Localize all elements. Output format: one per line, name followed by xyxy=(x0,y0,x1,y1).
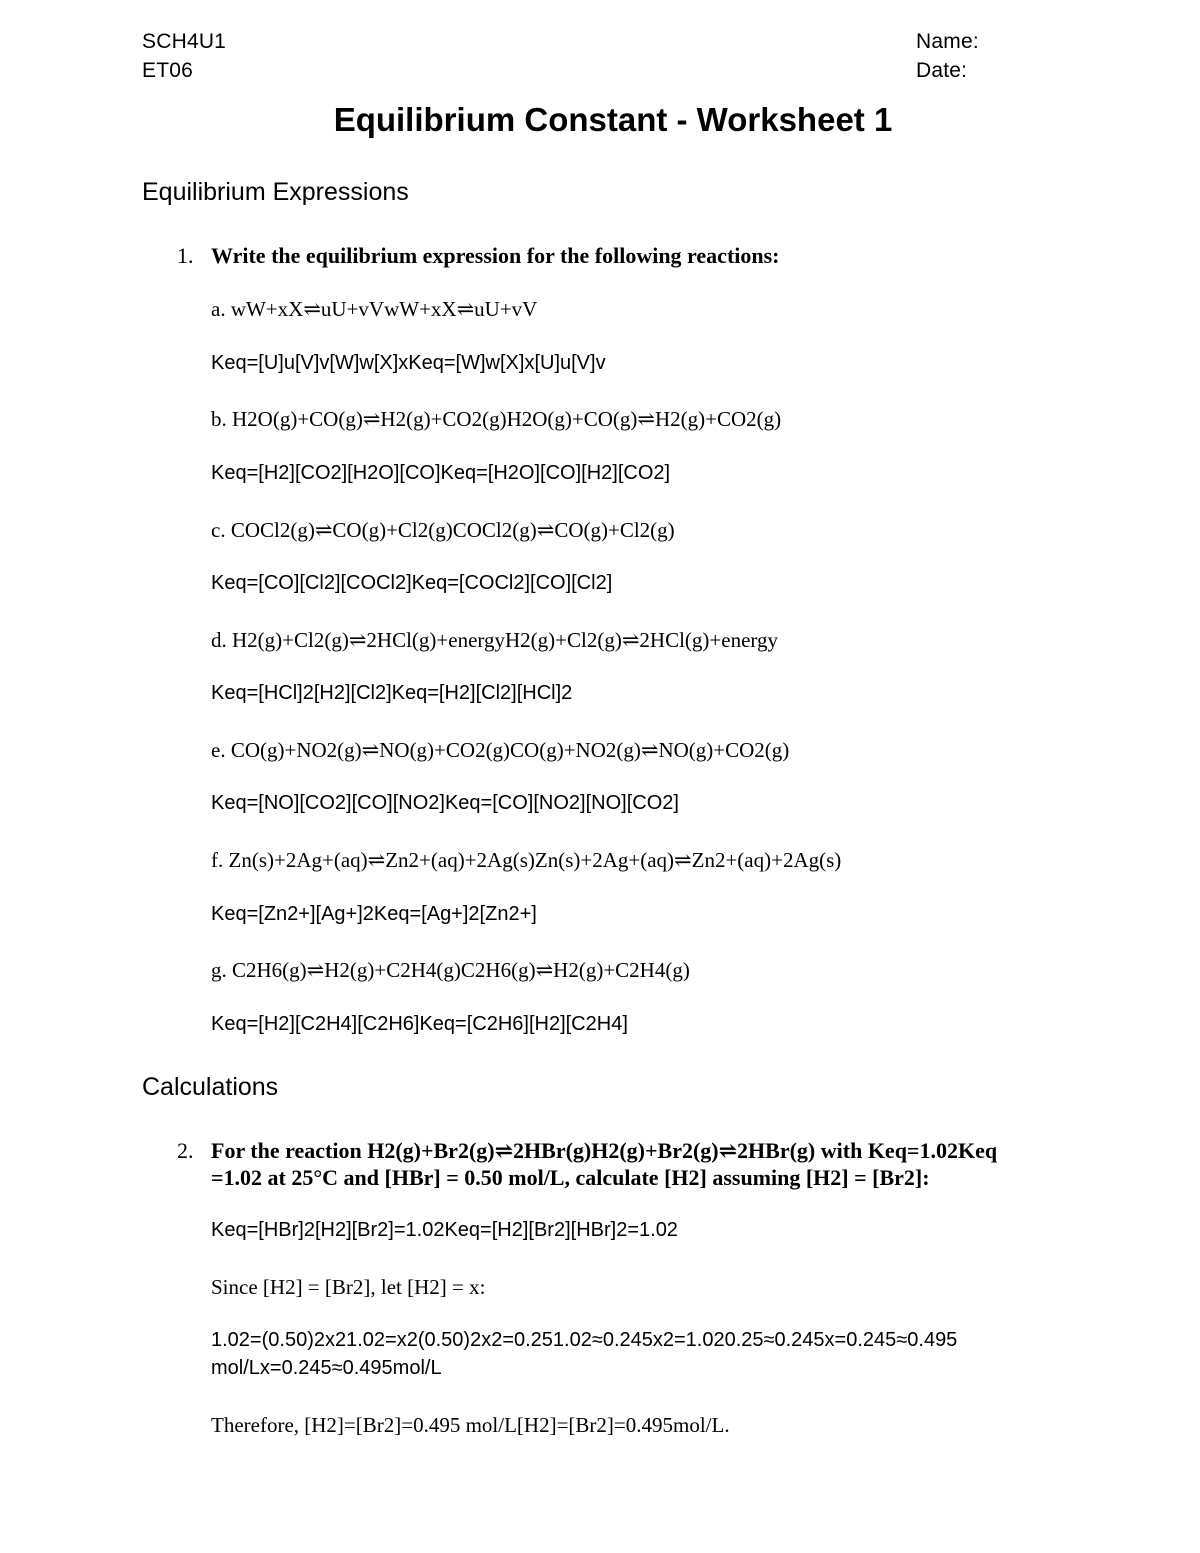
page-title: Equilibrium Constant - Worksheet 1 xyxy=(333,101,893,138)
reaction-c: c. COCl2(g)⇌CO(g)+Cl2(g)COCl2(g)⇌CO(g)+Cl2(g) xyxy=(211,518,675,542)
course-code: SCH4U1 xyxy=(142,30,227,53)
calculation-line-2: mol/Lx=0.245≈0.495mol/L xyxy=(211,1357,442,1379)
keq-b: Keq=[H2][CO2][H2O][CO]Keq=[H2O][CO][H2][CO2] xyxy=(211,462,671,484)
question-prompt-line-2: =1.02 at 25°C and [HBr] = 0.50 mol/L, calculate [H2] assuming [H2] = [Br2]: xyxy=(211,1165,930,1190)
calculation-line-1: 1.02=(0.50)2x21.02=x2(0.50)2x2=0.251.02≈0.245x2=1.020.25≈0.245x=0.245≈0.495 xyxy=(211,1329,958,1351)
question-prompt-line-1: For the reaction H2(g)+Br2(g)⇌2HBr(g)H2(g)+Br2(g)⇌2HBr(g) with Keq=1.02Keq xyxy=(211,1138,998,1163)
name-label: Name: xyxy=(916,30,979,53)
reaction-b: b. H2O(g)+CO(g)⇌H2(g)+CO2(g)H2O(g)+CO(g)⇌H2(g)+CO2(g) xyxy=(211,407,782,431)
keq-c: Keq=[CO][Cl2][COCl2]Keq=[COCl2][CO][Cl2] xyxy=(211,572,613,594)
reaction-f: f. Zn(s)+2Ag+(aq)⇌Zn2+(aq)+2Ag(s)Zn(s)+2Ag+(aq)⇌Zn2+(aq)+2Ag(s) xyxy=(211,848,842,872)
section-heading-expressions: Equilibrium Expressions xyxy=(142,178,409,206)
unit-code: ET06 xyxy=(142,59,193,82)
keq-hbr: Keq=[HBr]2[H2][Br2]=1.02Keq=[H2][Br2][HBr]2=1.02 xyxy=(211,1219,678,1241)
date-label: Date: xyxy=(916,59,968,82)
since-statement: Since [H2] = [Br2], let [H2] = x: xyxy=(211,1275,486,1299)
question-prompt: Write the equilibrium expression for the following reactions: xyxy=(211,243,780,268)
question-number: 2. xyxy=(177,1138,194,1163)
reaction-e: e. CO(g)+NO2(g)⇌NO(g)+CO2(g)CO(g)+NO2(g)⇌NO(g)+CO2(g) xyxy=(211,738,790,762)
reaction-d: d. H2(g)+Cl2(g)⇌2HCl(g)+energyH2(g)+Cl2(g)⇌2HCl(g)+energy xyxy=(211,628,779,652)
conclusion-statement: Therefore, [H2]=[Br2]=0.495 mol/L[H2]=[Br2]=0.495mol/L. xyxy=(211,1413,730,1437)
keq-a: Keq=[U]u[V]v[W]w[X]xKeq=[W]w[X]x[U]u[V]v xyxy=(211,352,606,374)
section-heading-calculations: Calculations xyxy=(142,1073,279,1101)
keq-f: Keq=[Zn2+][Ag+]2Keq=[Ag+]2[Zn2+] xyxy=(211,903,537,925)
keq-g: Keq=[H2][C2H4][C2H6]Keq=[C2H6][H2][C2H4] xyxy=(211,1013,628,1035)
reaction-g: g. C2H6(g)⇌H2(g)+C2H4(g)C2H6(g)⇌H2(g)+C2H4(g) xyxy=(211,958,690,982)
question-number: 1. xyxy=(177,243,194,268)
keq-d: Keq=[HCl]2[H2][Cl2]Keq=[H2][Cl2][HCl]2 xyxy=(211,682,573,704)
keq-e: Keq=[NO][CO2][CO][NO2]Keq=[CO][NO2][NO][CO2] xyxy=(211,792,679,814)
reaction-a: a. wW+xX⇌uU+vVwW+xX⇌uU+vV xyxy=(211,297,538,321)
